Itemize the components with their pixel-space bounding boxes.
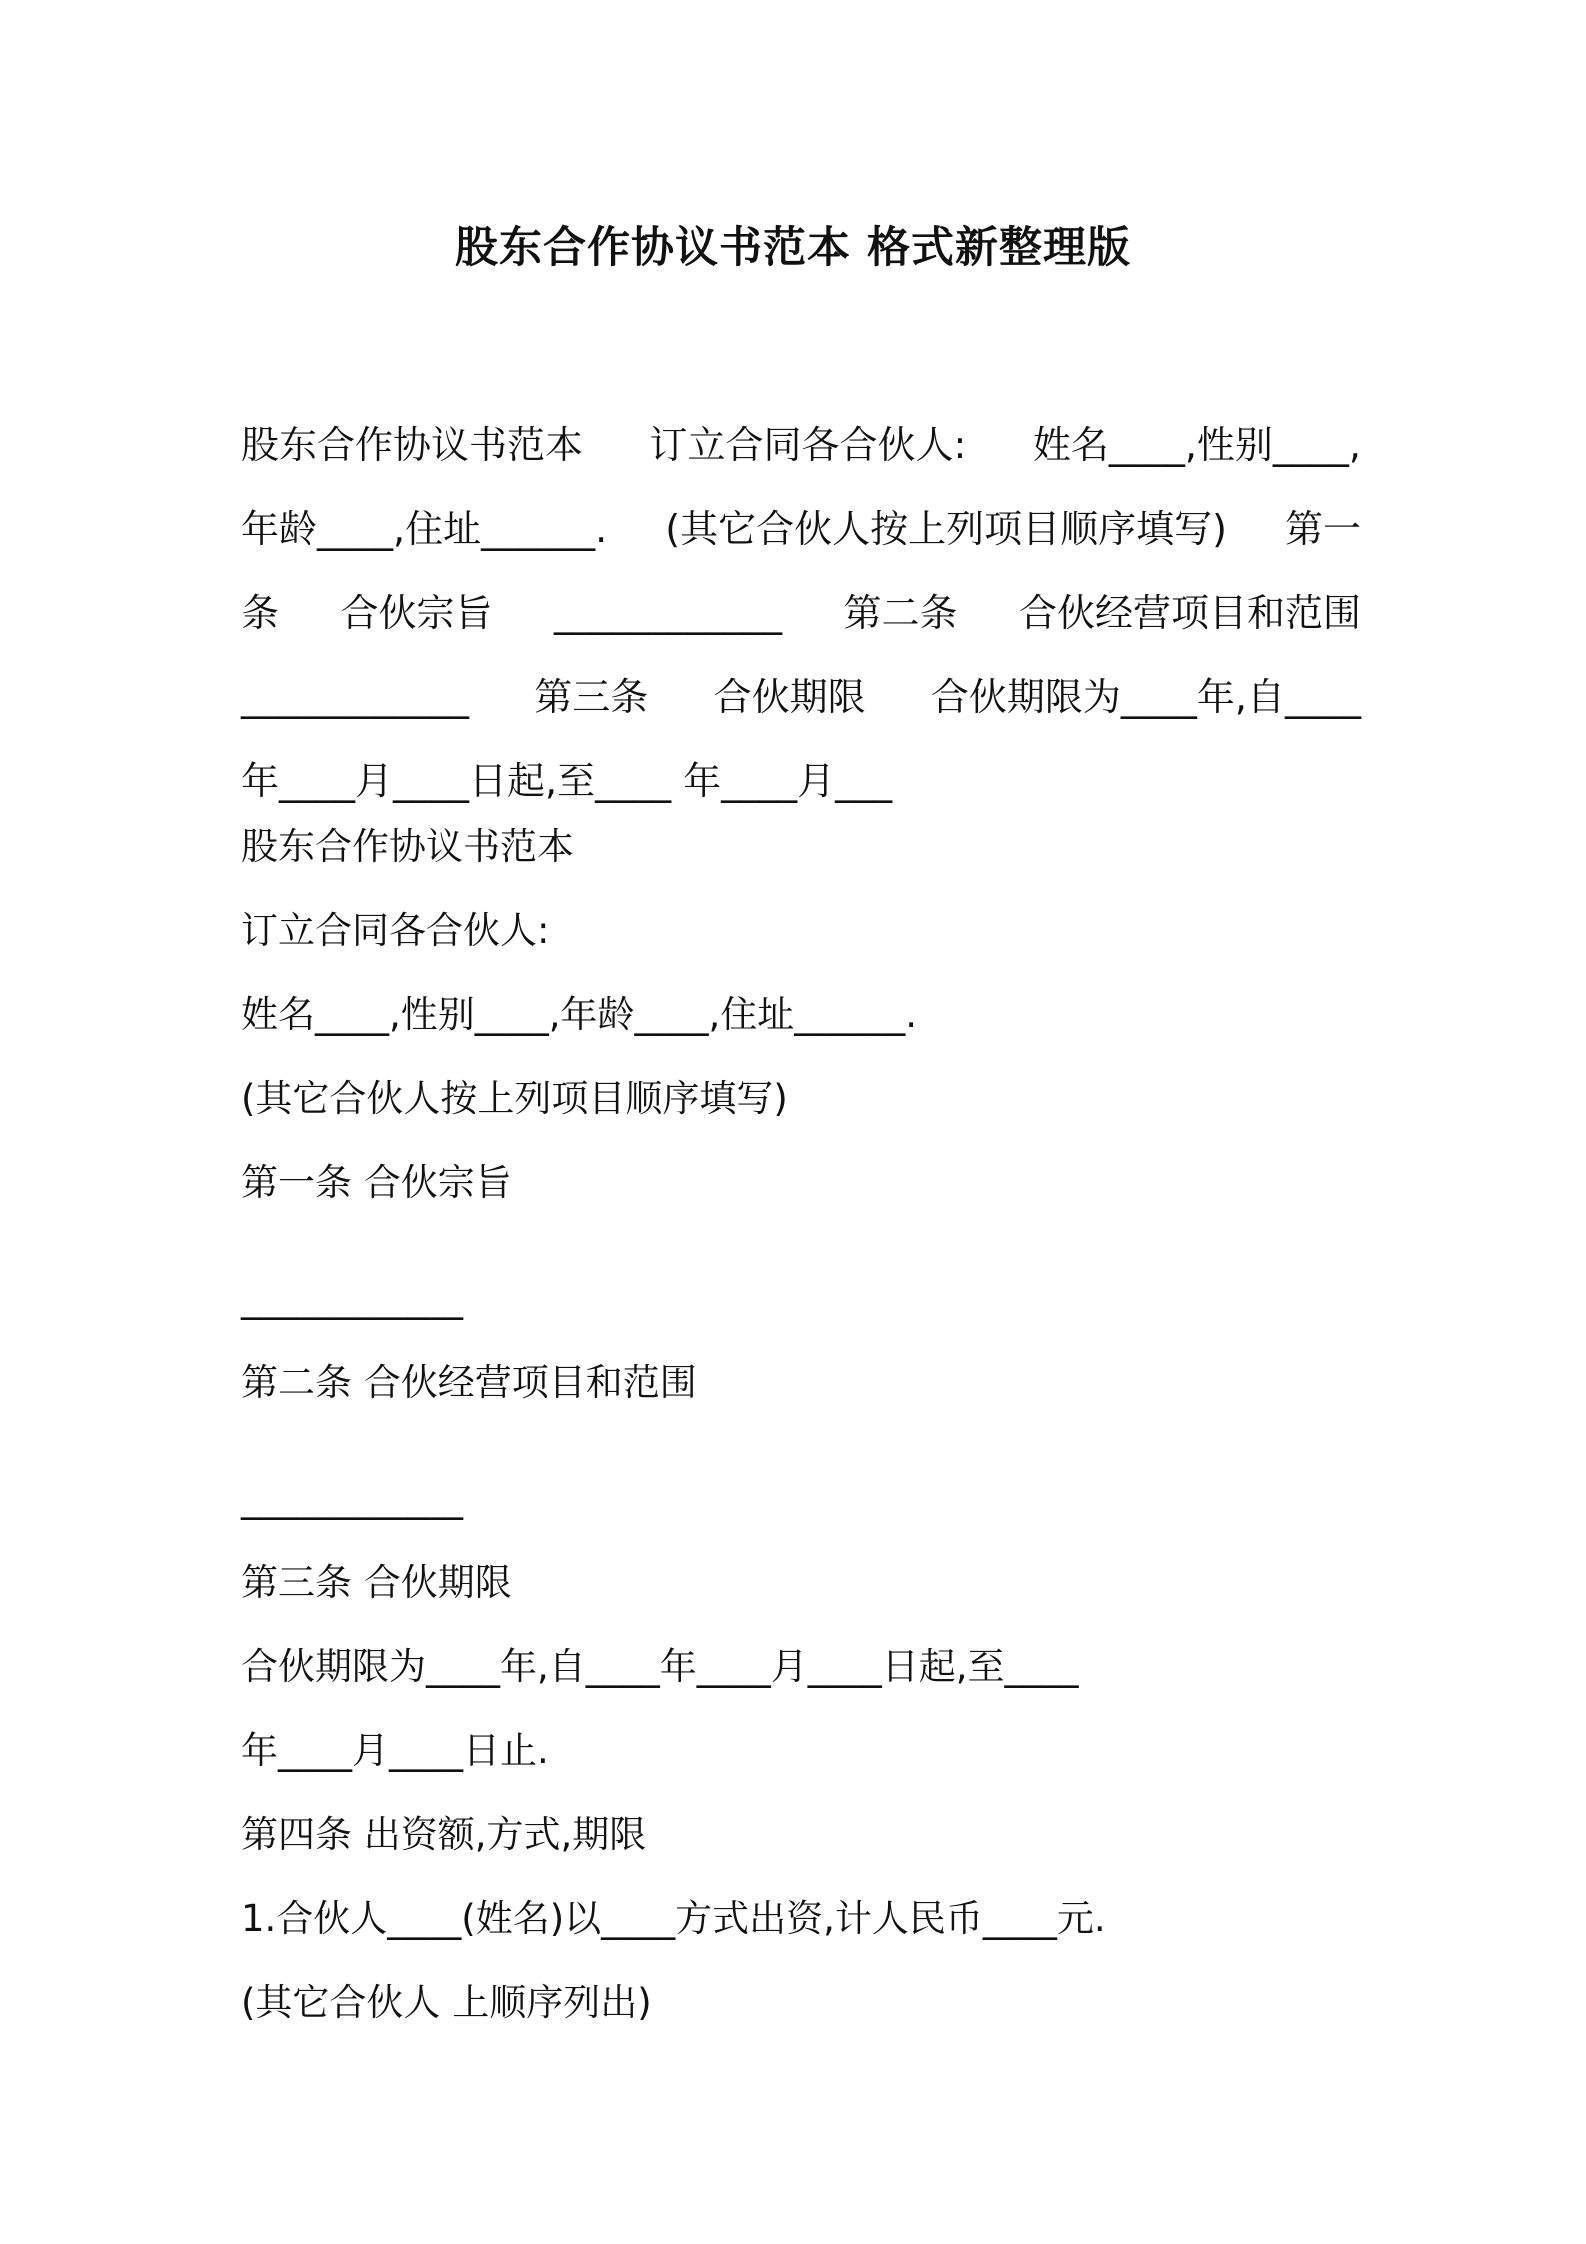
intro-segment: ____________ (241, 675, 469, 719)
text-line: 股东合作协议书范本 (241, 825, 574, 868)
text-line: (其它合伙人按上列项目顺序填写) (241, 1077, 788, 1120)
intro-segment: 股东合作协议书范本 (241, 423, 584, 467)
intro-row (241, 571, 1361, 655)
intro-segment: 合伙期限 (713, 675, 866, 719)
intro-segment: 合伙期限为____年,自____ (930, 675, 1361, 719)
intro-paragraph (241, 403, 1361, 823)
intro-segment: 订立合同各合伙人: (649, 423, 967, 467)
intro-segment: 第一 (1284, 507, 1361, 551)
intro-segment: 年龄____,住址______. (241, 507, 608, 551)
intro-segment: 第三条 (534, 675, 649, 719)
intro-row (241, 739, 1361, 823)
intro-segment: ____________ (554, 591, 782, 635)
intro-row (241, 487, 1361, 571)
intro-segment: 合伙宗旨 (340, 591, 493, 635)
text-line: (其它合伙人 上顺序列出) (241, 1981, 652, 2024)
intro-segment: (其它合伙人按上列项目顺序填写) (665, 507, 1227, 551)
intro-segment: 姓名____,性别____, (1032, 423, 1361, 467)
text-line: 订立合同各合伙人: (241, 909, 550, 952)
section-heading: 第三条 合伙期限 (241, 1561, 512, 1604)
text-line: 1.合伙人____(姓名)以____方式出资,计人民币____元. (241, 1897, 1106, 1940)
blank-line: ____________ (241, 1277, 463, 1320)
intro-row (241, 655, 1361, 739)
document-title: 股东合作协议书范本 格式新整理版 (455, 223, 1131, 273)
text-line: 年____月____日止. (241, 1729, 549, 1772)
section-heading: 第一条 合伙宗旨 (241, 1161, 512, 1204)
intro-segment: 合伙经营项目和范围 (1018, 591, 1361, 635)
intro-segment: 第二条 (843, 591, 958, 635)
section-heading: 第二条 合伙经营项目和范围 (241, 1361, 697, 1404)
intro-row (241, 403, 1361, 487)
intro-segment: 条 (241, 591, 280, 635)
blank-line: ____________ (241, 1477, 463, 1520)
intro-segment: 年____月____日起,至____ 年____月___ (241, 759, 893, 803)
text-line: 姓名____,性别____,年龄____,住址______. (241, 993, 918, 1036)
document-body (241, 817, 1361, 2033)
text-line: 合伙期限为____年,自____年____月____日起,至____ (241, 1645, 1079, 1688)
section-heading: 第四条 出资额,方式,期限 (241, 1813, 647, 1856)
